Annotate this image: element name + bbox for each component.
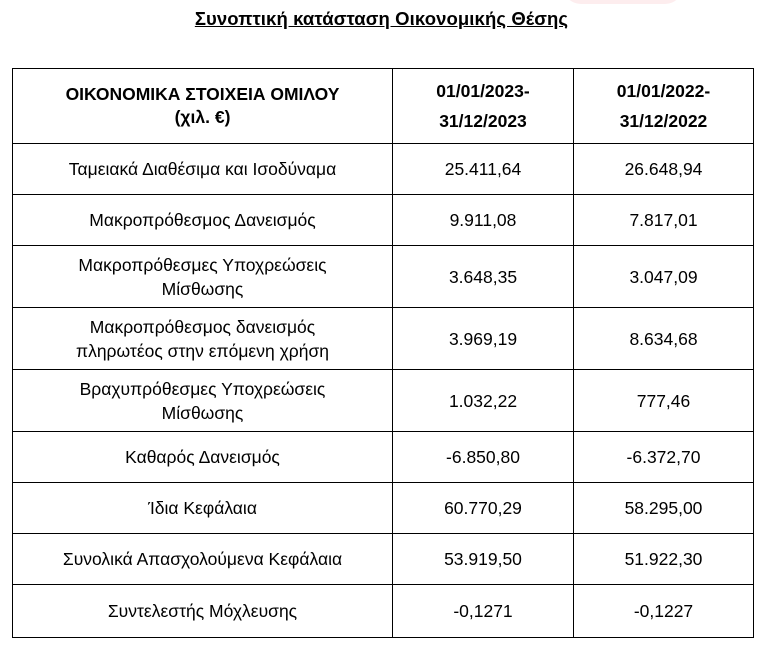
header-label-line1: ΟΙΚΟΝΟΜΙΚΑ ΣΤΟΙΧΕΙΑ ΟΜΙΛΟΥ xyxy=(65,84,340,104)
value-2023: 3.648,35 xyxy=(393,246,574,308)
header-period-2023-line2: 31/12/2023 xyxy=(439,111,527,131)
table-row xyxy=(13,483,754,534)
row-label xyxy=(13,585,393,638)
value-2023: 1.032,22 xyxy=(393,370,574,432)
table-row xyxy=(13,195,754,246)
row-label-line1: Μακροπρόθεσμος δανεισμός xyxy=(89,316,316,337)
value-2023: 25.411,64 xyxy=(393,144,574,195)
row-label xyxy=(13,246,393,308)
row-label xyxy=(13,432,393,483)
value-2022: 777,46 xyxy=(574,370,754,432)
table-row xyxy=(13,308,754,370)
table-row xyxy=(13,432,754,483)
value-2022: 26.648,94 xyxy=(574,144,754,195)
value-2022: -0,1227 xyxy=(574,585,754,638)
value-2022: -6.372,70 xyxy=(574,432,754,483)
row-label-line1: Ταμειακά Διαθέσιμα και Ισοδύναμα xyxy=(68,159,337,179)
value-2022: 8.634,68 xyxy=(574,308,754,370)
row-label xyxy=(13,370,393,432)
row-label xyxy=(13,534,393,585)
row-label-line1: Μακροπρόθεσμος Δανεισμός xyxy=(89,210,316,230)
row-label-line2: Μίσθωσης xyxy=(161,278,244,299)
header-cell-period-2023 xyxy=(393,69,574,144)
row-label-line1: Καθαρός Δανεισμός xyxy=(125,447,280,467)
table-row xyxy=(13,144,754,195)
table-row xyxy=(13,534,754,585)
row-label xyxy=(13,195,393,246)
row-label xyxy=(13,483,393,534)
decorative-corner-mark xyxy=(563,0,683,4)
value-2023: -0,1271 xyxy=(393,585,574,638)
row-label-line1: Βραχυπρόθεσμες Υποχρεώσεις xyxy=(79,378,326,399)
row-label xyxy=(13,144,393,195)
financial-position-table xyxy=(12,68,754,638)
table-row xyxy=(13,585,754,638)
document-title: Συνοπτική κατάσταση Οικονομικής Θέσης xyxy=(194,8,569,29)
value-2023: 9.911,08 xyxy=(393,195,574,246)
header-period-2022-line1: 01/01/2022- xyxy=(616,81,711,101)
row-label xyxy=(13,308,393,370)
header-period-2022-line2: 31/12/2022 xyxy=(619,111,708,131)
header-period-2023-line1: 01/01/2023- xyxy=(436,81,530,101)
value-2023: -6.850,80 xyxy=(393,432,574,483)
table-header-row xyxy=(13,69,754,144)
header-cell-label xyxy=(13,69,393,144)
row-label-line1: Συντελεστής Μόχλευσης xyxy=(107,601,298,621)
row-label-line2: Μίσθωσης xyxy=(161,402,244,423)
value-2022: 3.047,09 xyxy=(574,246,754,308)
row-label-line2: πληρωτέος στην επόμενη χρήση xyxy=(76,340,329,361)
row-label-line1: Συνολικά Απασχολούμενα Κεφάλαια xyxy=(62,549,343,569)
header-cell-period-2022 xyxy=(574,69,754,144)
value-2022: 51.922,30 xyxy=(574,534,754,585)
row-label-line1: Μακροπρόθεσμες Υποχρεώσεις xyxy=(78,254,327,275)
value-2023: 60.770,29 xyxy=(393,483,574,534)
value-2023: 3.969,19 xyxy=(393,308,574,370)
row-label-line1: Ίδια Κεφάλαια xyxy=(148,498,257,518)
value-2022: 58.295,00 xyxy=(574,483,754,534)
header-label-line2: (χιλ. €) xyxy=(174,107,231,127)
table-row xyxy=(13,246,754,308)
value-2023: 53.919,50 xyxy=(393,534,574,585)
value-2022: 7.817,01 xyxy=(574,195,754,246)
table-row xyxy=(13,370,754,432)
